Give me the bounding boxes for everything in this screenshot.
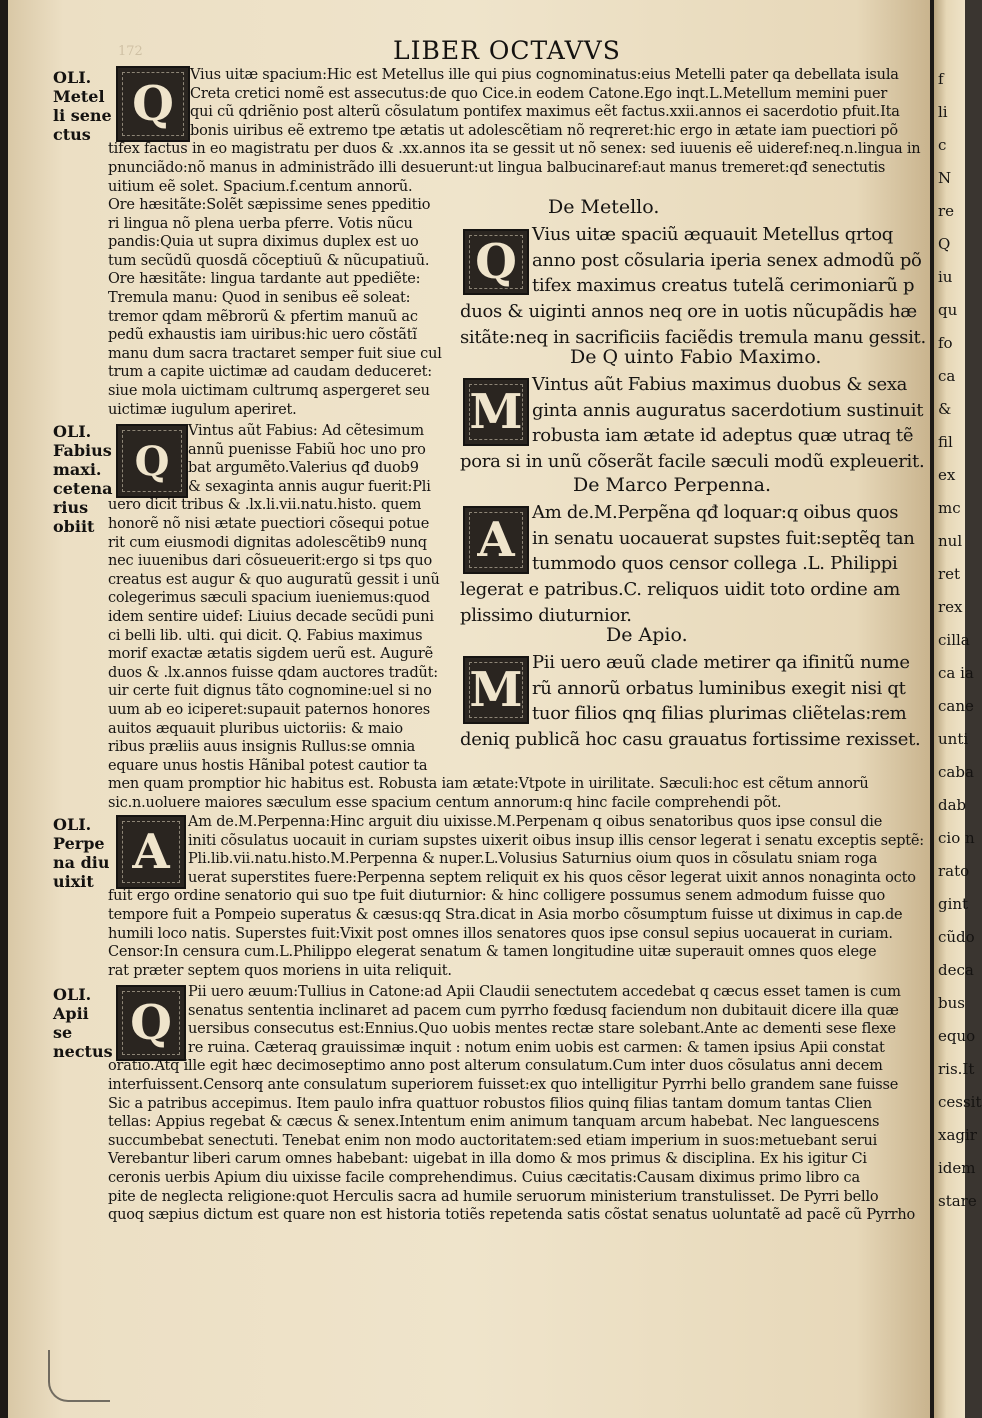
text-line: Am de.M.Perpẽna qđ loquar:q oibus quos xyxy=(532,502,899,523)
text-line: siue mola uictimam cultrumq aspergeret seu xyxy=(108,382,430,399)
text-line: ribus præliis auus insignis Rullus:se omnia xyxy=(108,739,416,756)
text-line: in senatu uocauerat supstes fuit:septẽq tan xyxy=(532,527,915,549)
text-line: auitos æquauit pluribus uictoriis: & maio xyxy=(108,720,403,737)
facing-page-fragment: mc xyxy=(938,499,961,517)
text-line: creatus est augur & quo auguratũ gessit i unũ xyxy=(108,571,440,588)
facing-page-fragment: nul xyxy=(938,532,963,550)
text-line: sic.n.uoluere maiores sæculum esse spacium centum annorum:q hinc facile comprehendi põt. xyxy=(108,794,782,811)
facing-page-fragment: c xyxy=(938,136,947,154)
facing-page-fragment: idem xyxy=(938,1159,976,1177)
decorated-initial-m-1: A xyxy=(463,506,529,574)
facing-page-fragment: rex xyxy=(938,598,963,616)
text-line: fuit ergo ordine senatorio qui suo tpe fuit diuturnior: & hinc colligere possumus senem admodum fuisse quo xyxy=(108,888,885,905)
text-line: Vius uitæ spacium:Hic est Metellus ille qui pius cognominatus:eius Metelli pater qa debellata isula xyxy=(190,67,899,83)
text-line: legerat e patribus.C. reliquos uidit toto ordine am xyxy=(460,579,901,601)
facing-page-fragment: ex xyxy=(938,466,956,484)
text-line: Creta cretici nomẽ est assecutus:de quo Cice.in eodem Catone.Ego inqt.L.Metellum memini puer xyxy=(190,85,888,102)
facing-page-fragment: cũdo xyxy=(938,928,975,946)
text-line: Vius uitæ spaciũ æquauit Metellus qrtoq xyxy=(532,224,893,245)
text-line: honorẽ nõ nisi ætate puectiori cõsequi potue xyxy=(108,515,430,532)
facing-page-fragment: cane xyxy=(938,697,974,715)
facing-page-fragment: Q xyxy=(938,235,951,253)
text-line: morif exactæ ætatis sigdem uerũ est. Augurẽ xyxy=(108,646,434,663)
text-line: bonis uiribus eẽ extremo tpe ætatis ut adolescẽtiam nõ reqreret:hic ergo in ætate iam puectiori põ xyxy=(190,122,898,139)
text-line: Censor:In censura cum.L.Philippo elegerat senatum & tamen longitudine uitæ superauit omnes quos elege xyxy=(108,944,877,961)
margin-note-apius: OLI. Apii se nectus xyxy=(53,985,113,1061)
facing-page-fragment: cilla xyxy=(938,631,970,649)
text-line: uero dicit tribus & .lx.li.vii.natu.histo. quem xyxy=(108,497,422,514)
text-line: bat argumẽto.Valerius qđ duob9 xyxy=(188,460,419,477)
running-header: LIBER OCTAVVS xyxy=(393,36,621,65)
main-text-apio xyxy=(460,650,921,753)
caption-fabio: De Q uinto Fabio Maximo. xyxy=(570,346,822,368)
text-line: Pii uero æuũ clade metirer qa ifinitũ nume xyxy=(532,652,910,673)
text-line: & sexaginta annis augur fuerit:Pli xyxy=(188,478,431,495)
facing-page-fragment: & xyxy=(938,400,952,418)
facing-page-fragment: stare xyxy=(938,1192,977,1210)
facing-page-fragment: li xyxy=(938,103,948,121)
caption-apio: De Apio. xyxy=(606,624,688,646)
text-line: quoq sæpius dictum est quare non est historia totiẽs repetenda satis cõstat senatus uoluntatẽ ad pacẽ cũ Pyrrho xyxy=(108,1207,916,1224)
decorated-initial-a-2: Q xyxy=(116,985,186,1061)
facing-page-fragment: bus xyxy=(938,994,965,1012)
text-line: pora si in unũ cõserãt facile sæculi modũ expleuerit. xyxy=(460,451,925,473)
text-line: deniq publicã hoc casu grauatus fortissime rexisset. xyxy=(460,729,921,751)
text-line: Pii uero æuum:Tullius in Catone:ad Apii Claudii senectutem accedebat q cæcus esset tamen is cum xyxy=(188,984,901,1000)
text-line: tremor qdam mẽbrorũ & pfertim manuũ ac xyxy=(108,308,418,325)
text-line: idem sentire uidef: Liuius decade secũdi puni xyxy=(108,608,434,625)
text-line: initi cõsulatus uocauit in curiam supstes uixerit oibus insup illis censor legerat i senatu exceptis septẽ: xyxy=(188,832,924,849)
caption-perpenna: De Marco Perpenna. xyxy=(573,474,772,496)
decorated-initial-q-4: M xyxy=(463,378,529,446)
text-line: pite de neglecta religione:quot Herculis sacra ad humile seruorum ministerium transtulisset. De Pyrri bello xyxy=(108,1188,879,1205)
text-line: rat præter septem quos moriens in uita reliquit. xyxy=(108,962,452,979)
facing-page-fragment: iu xyxy=(938,268,953,286)
facing-page-fragment: xagir xyxy=(938,1126,977,1144)
facing-page-fragment: f xyxy=(938,70,944,88)
text-line: uum ab eo iciperet:supauit paternos honores xyxy=(108,701,430,718)
text-line: plissimo diuturnior. xyxy=(460,604,632,626)
text-line: Ore hæsitãte:Solẽt sæpissime senes ppeditio xyxy=(108,197,431,213)
facing-page-fragment: fil xyxy=(938,433,953,451)
text-line: ri lingua nõ plena uerba pferre. Votis nũcu xyxy=(108,215,413,232)
text-line: equare unus hostis Hãnibal potest cautior ta xyxy=(108,757,428,774)
text-line: tempore fuit a Pompeio superatus & cæsus:qq Stra.dicat in Asia morbo cõsumptum fuisse ut diximus in cap.de xyxy=(108,906,903,923)
text-line: ginta annis auguratus sacerdotium sustinuit xyxy=(532,399,924,421)
text-line: tum secũdũ quosdã cõceptiuũ & nũcupatiuũ. xyxy=(108,252,430,269)
decorated-initial-a-1: M xyxy=(463,656,529,724)
text-line: rit cum eiusmodi dignitas adolescẽtib9 nunq xyxy=(108,534,427,551)
decorated-initial-q-3: Q xyxy=(463,229,529,295)
facing-page-edge xyxy=(934,0,982,1418)
folio-number: 172 xyxy=(118,44,143,59)
text-line: qui cũ qdriẽnio post alterũ cõsulatum pontifex maximus eẽt factus.xxii.annos ei sacerdotio pfuit.Ita xyxy=(190,104,900,121)
text-line: Vintus aũt Fabius: Ad cẽtesimum xyxy=(188,423,424,439)
decorated-initial-q-1: Q xyxy=(116,66,190,142)
margin-note-metellus: OLI. Metel li sene ctus xyxy=(53,68,112,144)
text-line: sitãte:neq in sacrificiis faciẽdis tremula manu gessit. xyxy=(460,326,926,348)
facing-page-fragment: cio n xyxy=(938,829,975,847)
text-line: senatus sententia inclinaret ad pacem cum pyrrho fœdusq faciendum non dubitauit dicere illa quæ xyxy=(188,1002,899,1019)
text-line: Vintus aũt Fabius maximus duobus & sexa xyxy=(532,374,908,395)
decorated-initial-m-2: A xyxy=(116,815,186,889)
facing-page-fragment: re xyxy=(938,202,955,220)
text-line: tifex factus in eo magistratu per duos & .xx.annos ita se gessit ut nõ senex: sed iuuenis eẽ uideref:neq.n.lingua in xyxy=(108,141,921,158)
text-line: oratio.Atq ille egit hæc decimoseptimo anno post alterum consulatum.Cum inter duos cõsulatus anni decem xyxy=(108,1058,883,1075)
text-line: Sic a patribus accepimus. Item paulo infra quattuor robustos filios quinq filias tantam domum tantas Clien xyxy=(108,1095,872,1112)
facing-page-fragment: ris.It xyxy=(938,1060,975,1078)
text-line: uictimæ iugulum aperiret. xyxy=(108,401,297,418)
text-line: uir certe fuit dignus tãto cognomine:uel si no xyxy=(108,683,432,700)
text-line: Pli.lib.vii.natu.histo.M.Perpenna & nuper.L.Volusius Saturnius oium quos in cõsulatu sniam roga xyxy=(188,851,878,868)
facing-page-fragment: rato xyxy=(938,862,970,880)
text-line: men quam promptior hic habitus est. Robusta iam ætate:Vtpote in uirilitate. Sæculi:hoc est cẽtum annorũ xyxy=(108,776,869,792)
margin-note-fabius: OLI. Fabius maxi. cetena rius obiit xyxy=(53,422,113,536)
text-line: Am de.M.Perpenna:Hinc arguit diu uixisse.M.Perpenam q oibus senatoribus quos ipse consul die xyxy=(188,814,883,830)
decorated-initial-q-2: Q xyxy=(116,424,188,498)
caption-metello: De Metello. xyxy=(548,196,660,218)
commentary-perpenna xyxy=(108,813,924,980)
text-line: re ruina. Cæteraq grauissimæ inquit : notum enim uobis est carmen: & tamen ipsius Apii constat xyxy=(188,1039,885,1056)
text-line: duos & uiginti annos neq ore in uotis nũcupãdis hæ xyxy=(460,301,917,323)
text-line: anno post cõsularia iperia senex admodũ põ xyxy=(532,249,922,271)
text-line: pandis:Quia ut supra diximus duplex est uo xyxy=(108,234,419,251)
margin-note-perpenna: OLI. Perpe na diu uixit xyxy=(53,815,110,891)
main-text-perpenna xyxy=(460,500,915,629)
facing-page-fragment: caba xyxy=(938,763,974,781)
text-line: ceronis uerbis Apium diu uixisse facile comprehendimus. Cuius cæcitatis:Causam diximus primo libro ca xyxy=(108,1169,860,1186)
ink-mark xyxy=(48,1350,110,1402)
text-line: uerat superstites fuere:Perpenna septem reliquit ex his quos cẽsor legerat uixit annos nonaginta octo xyxy=(188,869,916,886)
main-text-fabio xyxy=(460,372,925,475)
facing-page-fragment: equo xyxy=(938,1027,976,1045)
text-line: tellas: Appius regebat & cæcus & senex.Intentum enim animum tanquam arcum habebat. Nec languescens xyxy=(108,1114,880,1131)
text-line: uersibus consecutus est:Ennius.Quo uobis mentes rectæ stare solebant.Ante ac dementi sese flexe xyxy=(188,1021,896,1038)
text-line: succumbebat senectuti. Tenebat enim non modo auctoritatem:sed etiam imperium in suos:metuebant serui xyxy=(108,1132,878,1149)
text-line: tuor filios qnq filias plurimas cliẽtelas:rem xyxy=(532,703,907,725)
facing-page-fragment: cessit xyxy=(938,1093,982,1111)
text-line: Verebantur liberi carum omnes habebant: uigebat in illa domo & mos primus & disciplina. Ex his igitur Ci xyxy=(108,1151,867,1168)
facing-page-fragment: ca xyxy=(938,367,956,385)
commentary-top xyxy=(108,66,921,196)
text-line: interfuissent.Censorq ante consulatum superiorem fuisset:ex quo intelligitur Pyrrhi bello grandem sane fuisse xyxy=(108,1076,899,1093)
text-line: ci belli lib. ulti. qui dicit. Q. Fabius maximus xyxy=(108,627,423,644)
commentary-left xyxy=(108,196,443,419)
facing-page-fragment: fo xyxy=(938,334,953,352)
text-line: humili loco natis. Superstes fuit:Vixit post omnes illos senatores quos ipse consul sepius uocauerat in curiam. xyxy=(108,925,893,942)
text-line: colegerimus sæculi spacium iueniemus:quod xyxy=(108,590,430,607)
left-page xyxy=(8,0,930,1418)
text-line: robusta iam ætate id adeptus quæ utraq tẽ xyxy=(532,425,914,447)
text-line: duos & .lx.annos fuisse qdam auctores tradũt: xyxy=(108,664,438,681)
facing-page-fragment: ret xyxy=(938,565,961,583)
facing-page-fragment: ca ia xyxy=(938,664,974,682)
facing-page-fragment: unti xyxy=(938,730,969,748)
text-line: Ore hæsitãte: lingua tardante aut ppediẽte: xyxy=(108,271,421,288)
text-line: trum a capite uictimæ ad caudam deduceret: xyxy=(108,364,432,381)
facing-page-fragment: gint xyxy=(938,895,969,913)
text-line: manu dum sacra tractaret semper fuit siue cul xyxy=(108,345,442,362)
main-text-metello xyxy=(460,222,926,351)
text-line: pedũ exhaustis iam uiribus:hic uero cõstãtĩ xyxy=(108,327,417,344)
facing-page-fragment: qu xyxy=(938,301,958,319)
facing-page-fragment: dab xyxy=(938,796,967,814)
facing-page-fragment: N xyxy=(938,169,952,187)
commentary-left-fabius xyxy=(108,422,443,775)
text-line: nec iuuenibus dari cõsueuerit:ergo si tps quo xyxy=(108,553,433,570)
text-line: tifex maximus creatus tutelã cerimoniarũ p xyxy=(532,275,915,297)
text-line: uitium eẽ solet. Spacium.f.centum annorũ. xyxy=(108,178,413,195)
text-line: Tremula manu: Quod in senibus eẽ soleat: xyxy=(108,289,411,306)
text-line: pnunciãdo:nõ manus in administrãdo illi desuerunt:ut lingua balbucinaref:aut manus tremeret:qđ senectutis xyxy=(108,159,886,176)
text-line: tummodo quos censor collega .L. Philippi xyxy=(532,553,898,575)
facing-page-fragment: deca xyxy=(938,961,974,979)
text-line: annũ puenisse Fabiũ hoc uno pro xyxy=(188,441,426,458)
commentary-mid xyxy=(108,775,913,812)
text-line: rũ annorũ orbatus luminibus exegit nisi qt xyxy=(532,677,906,699)
commentary-apio xyxy=(108,983,916,1225)
